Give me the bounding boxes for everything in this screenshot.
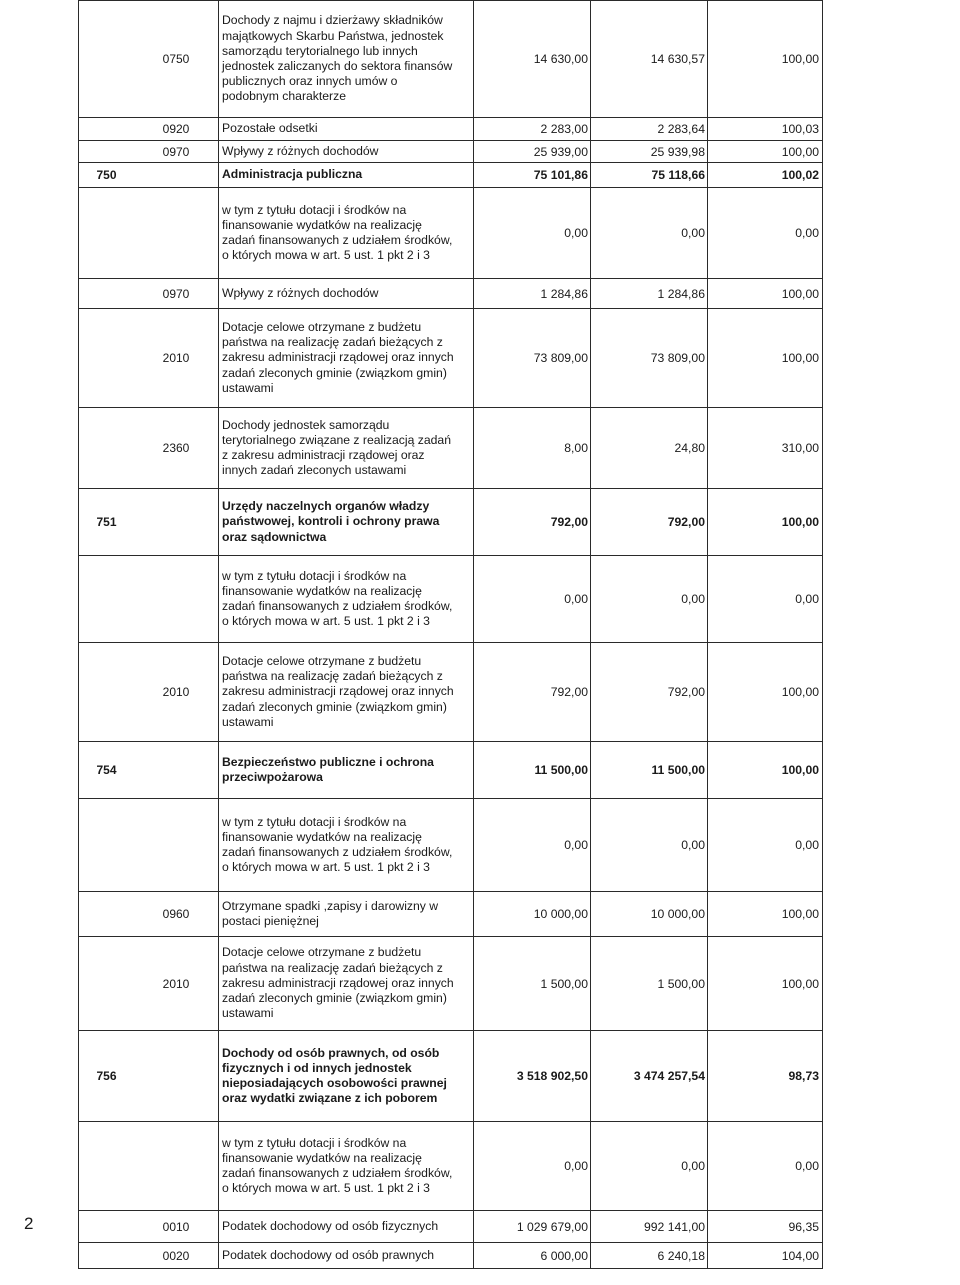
execution-percent: 0,00 bbox=[795, 1159, 819, 1173]
execution-percent: 96,35 bbox=[788, 1219, 819, 1234]
section-code bbox=[79, 799, 134, 891]
execution-percent: 100,00 bbox=[781, 907, 819, 921]
plan-amount: 73 809,00 bbox=[474, 309, 591, 407]
executed-amount: 24,80 bbox=[591, 408, 708, 488]
executed-amount: 0,00 bbox=[591, 1122, 708, 1210]
paragraph-code: 2010 bbox=[134, 309, 219, 407]
table-row bbox=[78, 1243, 823, 1269]
executed-amount: 0,00 bbox=[591, 556, 708, 642]
section-code bbox=[79, 556, 134, 642]
paragraph-code: 2010 bbox=[134, 937, 219, 1030]
plan-amount: 1 029 679,00 bbox=[474, 1211, 591, 1242]
table-row bbox=[78, 408, 823, 489]
paragraph-code bbox=[134, 556, 219, 642]
section-code bbox=[79, 188, 134, 278]
executed-amount: 1 500,00 bbox=[591, 937, 708, 1030]
row-description: Dochody od osób prawnych, od osób fizycznych i od innych jednostek nieposiadających osobowości prawnej oraz wydatki związane z ich poborem bbox=[219, 1031, 474, 1121]
executed-amount: 1 284,86 bbox=[591, 279, 708, 308]
execution-percent: 100,00 bbox=[781, 286, 819, 301]
paragraph-code: 0010 bbox=[134, 1211, 219, 1242]
plan-amount: 1 284,86 bbox=[474, 279, 591, 308]
table-row bbox=[78, 937, 823, 1031]
plan-amount: 0,00 bbox=[474, 556, 591, 642]
execution-percent: 104,00 bbox=[781, 1248, 819, 1263]
row-description: w tym z tytułu dotacji i środków na finansowanie wydatków na realizację zadań finansowanych z udziałem środków, o których mowa w art. 5 ust. 1 pkt 2 i 3 bbox=[219, 799, 474, 891]
plan-amount: 1 500,00 bbox=[474, 937, 591, 1030]
paragraph-code bbox=[134, 163, 219, 187]
section-code bbox=[79, 279, 134, 308]
plan-amount: 3 518 902,50 bbox=[474, 1031, 591, 1121]
plan-amount: 0,00 bbox=[474, 188, 591, 278]
executed-amount: 792,00 bbox=[591, 643, 708, 741]
executed-amount: 0,00 bbox=[591, 188, 708, 278]
plan-amount: 25 939,00 bbox=[474, 141, 591, 162]
row-description: Bezpieczeństwo publiczne i ochrona przeciwpożarowa bbox=[219, 742, 474, 798]
table-row bbox=[78, 556, 823, 643]
execution-percent: 310,00 bbox=[781, 441, 819, 455]
table-row bbox=[78, 309, 823, 408]
paragraph-code: 0020 bbox=[134, 1243, 219, 1268]
executed-amount: 6 240,18 bbox=[591, 1243, 708, 1268]
executed-amount: 2 283,64 bbox=[591, 118, 708, 140]
execution-percent: 100,00 bbox=[781, 763, 819, 777]
section-code bbox=[79, 309, 134, 407]
row-description: Wpływy z różnych dochodów bbox=[219, 141, 474, 162]
row-description: Dochody jednostek samorządu terytorialnego związane z realizacją zadań z zakresu administracji rządowej oraz innych zadań zleconych ustawami bbox=[219, 408, 474, 488]
execution-percent: 0,00 bbox=[795, 838, 819, 852]
executed-amount: 73 809,00 bbox=[591, 309, 708, 407]
plan-amount: 75 101,86 bbox=[474, 163, 591, 187]
row-description: Dotacje celowe otrzymane z budżetu państwa na realizację zadań bieżących z zakresu administracji rządowej oraz innych zadań zleconych gminie (związkom gmin) ustawami bbox=[219, 937, 474, 1030]
plan-amount: 6 000,00 bbox=[474, 1243, 591, 1268]
row-description: Otrzymane spadki ,zapisy i darowizny w postaci pieniężnej bbox=[219, 892, 474, 936]
paragraph-code: 0960 bbox=[134, 892, 219, 936]
executed-amount: 3 474 257,54 bbox=[591, 1031, 708, 1121]
plan-amount: 14 630,00 bbox=[474, 1, 591, 117]
row-description: Wpływy z różnych dochodów bbox=[219, 279, 474, 308]
section-row bbox=[78, 742, 823, 799]
table-row bbox=[78, 1211, 823, 1243]
executed-amount: 992 141,00 bbox=[591, 1211, 708, 1242]
paragraph-code bbox=[134, 1122, 219, 1210]
section-code: 754 bbox=[96, 763, 117, 777]
paragraph-code bbox=[134, 489, 219, 555]
section-code bbox=[79, 141, 134, 162]
table-row bbox=[78, 799, 823, 892]
plan-amount: 10 000,00 bbox=[474, 892, 591, 936]
section-code bbox=[79, 1122, 134, 1210]
section-row bbox=[78, 489, 823, 556]
paragraph-code: 0970 bbox=[134, 141, 219, 162]
section-code bbox=[79, 937, 134, 1030]
plan-amount: 11 500,00 bbox=[474, 742, 591, 798]
execution-percent: 100,00 bbox=[781, 144, 819, 159]
revenue-table bbox=[78, 0, 823, 1269]
section-code bbox=[79, 1, 134, 117]
section-row bbox=[78, 163, 823, 188]
plan-amount: 792,00 bbox=[474, 643, 591, 741]
execution-percent: 100,00 bbox=[781, 52, 819, 66]
row-description: Pozostałe odsetki bbox=[219, 118, 474, 140]
table-row bbox=[78, 0, 823, 118]
section-code bbox=[79, 118, 134, 140]
paragraph-code bbox=[134, 188, 219, 278]
section-code bbox=[79, 1211, 134, 1242]
section-code bbox=[79, 643, 134, 741]
row-description: Urzędy naczelnych organów władzy państwowej, kontroli i ochrony prawa oraz sądownictwa bbox=[219, 489, 474, 555]
execution-percent: 100,02 bbox=[781, 168, 819, 182]
paragraph-code bbox=[134, 1031, 219, 1121]
section-code bbox=[79, 1243, 134, 1268]
section-code: 750 bbox=[96, 168, 117, 182]
table-row bbox=[78, 188, 823, 279]
executed-amount: 14 630,57 bbox=[591, 1, 708, 117]
paragraph-code: 0970 bbox=[134, 279, 219, 308]
executed-amount: 10 000,00 bbox=[591, 892, 708, 936]
row-description: w tym z tytułu dotacji i środków na finansowanie wydatków na realizację zadań finansowanych z udziałem środków, o których mowa w art. 5 ust. 1 pkt 2 i 3 bbox=[219, 556, 474, 642]
table-row bbox=[78, 643, 823, 742]
plan-amount: 0,00 bbox=[474, 799, 591, 891]
table-row bbox=[78, 1122, 823, 1211]
table-row bbox=[78, 141, 823, 163]
row-description: Podatek dochodowy od osób prawnych bbox=[219, 1243, 474, 1268]
executed-amount: 792,00 bbox=[591, 489, 708, 555]
execution-percent: 0,00 bbox=[795, 226, 819, 240]
execution-percent: 100,00 bbox=[781, 685, 819, 699]
table-row bbox=[78, 279, 823, 309]
executed-amount: 25 939,98 bbox=[591, 141, 708, 162]
row-description: Administracja publiczna bbox=[219, 163, 474, 187]
table-row bbox=[78, 118, 823, 141]
execution-percent: 100,00 bbox=[781, 351, 819, 365]
section-code: 756 bbox=[96, 1069, 117, 1083]
plan-amount: 8,00 bbox=[474, 408, 591, 488]
plan-amount: 0,00 bbox=[474, 1122, 591, 1210]
execution-percent: 0,00 bbox=[795, 592, 819, 606]
execution-percent: 98,73 bbox=[788, 1069, 819, 1083]
paragraph-code: 2010 bbox=[134, 643, 219, 741]
section-code bbox=[79, 892, 134, 936]
paragraph-code bbox=[134, 742, 219, 798]
section-code bbox=[79, 408, 134, 488]
section-row bbox=[78, 1031, 823, 1122]
executed-amount: 75 118,66 bbox=[591, 163, 708, 187]
paragraph-code: 2360 bbox=[134, 408, 219, 488]
plan-amount: 2 283,00 bbox=[474, 118, 591, 140]
executed-amount: 0,00 bbox=[591, 799, 708, 891]
execution-percent: 100,03 bbox=[781, 122, 819, 136]
execution-percent: 100,00 bbox=[781, 515, 819, 529]
row-description: Dochody z najmu i dzierżawy składników majątkowych Skarbu Państwa, jednostek samorządu terytorialnego lub innych jednostek zaliczanych do sektora finansów publicznych oraz innych umów o podobnym charakterze bbox=[219, 1, 474, 117]
row-description: Podatek dochodowy od osób fizycznych bbox=[219, 1211, 474, 1242]
paragraph-code bbox=[134, 799, 219, 891]
row-description: w tym z tytułu dotacji i środków na finansowanie wydatków na realizację zadań finansowanych z udziałem środków, o których mowa w art. 5 ust. 1 pkt 2 i 3 bbox=[219, 1122, 474, 1210]
execution-percent: 100,00 bbox=[781, 976, 819, 991]
paragraph-code: 0750 bbox=[134, 1, 219, 117]
row-description: Dotacje celowe otrzymane z budżetu państwa na realizację zadań bieżących z zakresu administracji rządowej oraz innych zadań zleconych gminie (związkom gmin) ustawami bbox=[219, 309, 474, 407]
row-description: w tym z tytułu dotacji i środków na finansowanie wydatków na realizację zadań finansowanych z udziałem środków, o których mowa w art. 5 ust. 1 pkt 2 i 3 bbox=[219, 188, 474, 278]
row-description: Dotacje celowe otrzymane z budżetu państwa na realizację zadań bieżących z zakresu administracji rządowej oraz innych zadań zleconych gminie (związkom gmin) ustawami bbox=[219, 643, 474, 741]
section-code: 751 bbox=[96, 515, 117, 529]
paragraph-code: 0920 bbox=[134, 118, 219, 140]
page-number: 2 bbox=[24, 1214, 34, 1233]
executed-amount: 11 500,00 bbox=[591, 742, 708, 798]
plan-amount: 792,00 bbox=[474, 489, 591, 555]
table-row bbox=[78, 892, 823, 937]
